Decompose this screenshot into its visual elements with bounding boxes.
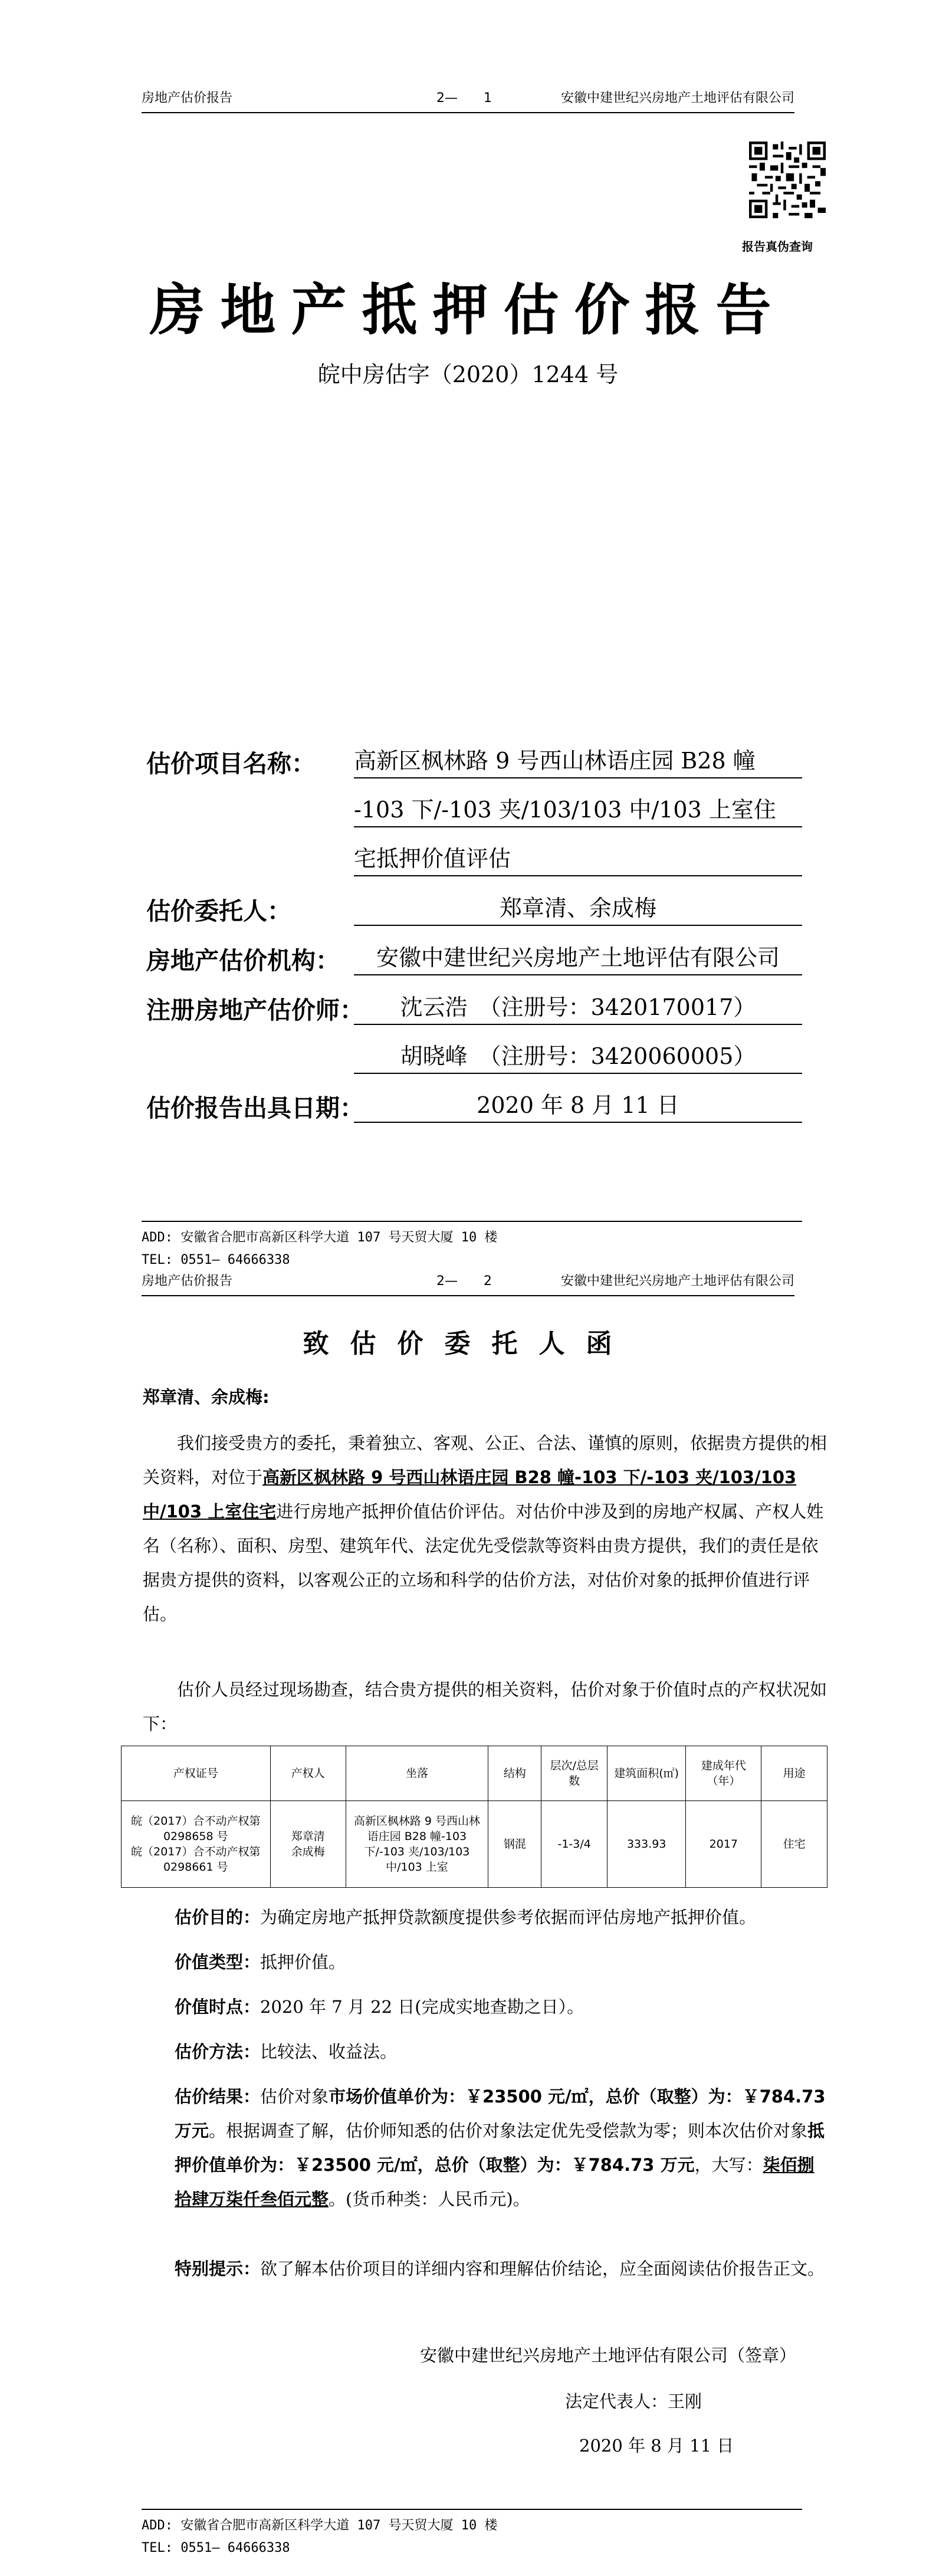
- client-label: 估价委托人：: [146, 897, 291, 925]
- cell-built-year: 2017: [686, 1801, 761, 1888]
- agency-label: 房地产估价机构：: [146, 947, 340, 975]
- col-location: 坐落: [346, 1746, 488, 1801]
- col-built-year: 建成年代（年）: [686, 1746, 761, 1801]
- appraiser-1: 沈云浩 （注册号：3420170017）: [354, 991, 802, 1025]
- project-name-line-1: 高新区枫林路 9 号西山林语庄园 B28 幢: [354, 744, 802, 778]
- qr-code-icon[interactable]: [749, 142, 826, 218]
- project-name-line-2: -103 下/-103 夹/103/103 中/103 上室住: [354, 793, 802, 827]
- header-left: 房地产估价报告: [142, 1274, 233, 1289]
- report-date-label: 估价报告出具日期：: [146, 1094, 364, 1122]
- signature-date: 2020 年 8 月 11 日: [579, 2436, 734, 2456]
- amount-in-words: 柒佰捌拾肆万柒仟叁佰元整: [175, 2155, 815, 2209]
- letter-paragraph-2: 估价人员经过现场勘查，结合贵方提供的相关资料，估价对象于价值时点的产权状况如下：: [143, 1680, 827, 1734]
- method-line: 估价方法：比较法、收益法。: [175, 2042, 398, 2062]
- result-paragraph: 估价结果：估价对象市场价值单价为：￥23500 元/㎡，总价（取整）为：￥784.73 万元。根据调查了解，估价师知悉的估价对象法定优先受偿款为零；则本次估价对象抵押价值单价为：￥23500 元/㎡，总价（取整）为：￥784.73 万元，大写：柒佰捌拾肆万柒仟叁佰元整。(货币种类：人民币元)。: [175, 2087, 826, 2209]
- header-page-number: 2— 1: [436, 91, 492, 106]
- footer-tel: TEL: 0551— 64666338: [142, 1253, 290, 1267]
- property-rights-table: [121, 1746, 827, 1888]
- value-type-line: 价值类型：抵押价值。: [175, 1952, 346, 1972]
- footer-address: ADD: 安徽省合肥市高新区科学大道 107 号天贸大厦 10 楼: [142, 2518, 498, 2533]
- header-left: 房地产估价报告: [142, 91, 233, 106]
- purpose-line: 估价目的：为确定房地产抵押贷款额度提供参考依据而评估房地产抵押价值。: [175, 1907, 757, 1927]
- agency-name: 安徽中建世纪兴房地产土地评估有限公司: [354, 941, 802, 975]
- appraiser-label: 注册房地产估价师：: [146, 996, 364, 1024]
- project-name-line-3: 宅抵押价值评估: [354, 842, 802, 876]
- col-usage: 用途: [761, 1746, 827, 1801]
- market-value: 市场价值单价为：￥23500 元/㎡，总价（取整）为：￥784.73 万元: [175, 2087, 826, 2141]
- footer-divider: [142, 2509, 802, 2510]
- page-header: [142, 88, 794, 113]
- cell-location: 高新区枫林路 9 号西山林语庄园 B28 幢-103 下/-103 夹/103/103 中/103 上室: [346, 1801, 488, 1888]
- cell-cert-no: 皖（2017）合不动产权第 0298658 号 皖（2017）合不动产权第 0298661 号: [121, 1801, 271, 1888]
- header-page-number: 2— 2: [436, 1274, 492, 1289]
- property-address: 高新区枫林路 9 号西山林语庄园 B28 幢-103 下/-103 夹/103/103 中/103 上室住宅: [143, 1467, 797, 1522]
- cell-floor: -1-3/4: [541, 1801, 607, 1888]
- appraiser-2: 胡晓峰 （注册号：3420060005）: [354, 1040, 802, 1074]
- cell-usage: 住宅: [761, 1801, 827, 1888]
- table-header-row: [121, 1746, 827, 1801]
- report-title: 房地产抵押估价报告: [149, 278, 787, 343]
- client-name: 郑章清、余成梅: [354, 892, 802, 926]
- footer-tel: TEL: 0551— 64666338: [142, 2541, 290, 2555]
- cell-area: 333.93: [607, 1801, 686, 1888]
- footer-address: ADD: 安徽省合肥市高新区科学大道 107 号天贸大厦 10 楼: [142, 1230, 498, 1245]
- col-floor: 层次/总层数: [541, 1746, 607, 1801]
- report-date: 2020 年 8 月 11 日: [354, 1089, 802, 1123]
- col-area: 建筑面积(㎡): [607, 1746, 686, 1801]
- signature-company: 安徽中建世纪兴房地产土地评估有限公司（签章）: [420, 2345, 797, 2365]
- header-company: 安徽中建世纪兴房地产土地评估有限公司: [560, 1274, 794, 1289]
- col-owner: 产权人: [270, 1746, 346, 1801]
- footer: [142, 2515, 497, 2559]
- notice-paragraph: 特别提示：欲了解本估价项目的详细内容和理解估价结论，应全面阅读估价报告正文。: [175, 2259, 825, 2279]
- project-name-label: 估价项目名称：: [146, 750, 316, 778]
- value-time-line: 价值时点：2020 年 7 月 22 日(完成实地查勘之日）。: [175, 1997, 584, 2017]
- cell-structure: 钢混: [488, 1801, 541, 1888]
- footer-divider: [142, 1221, 802, 1222]
- qr-caption: 报告真伪查询: [742, 239, 813, 254]
- table-row: [121, 1801, 827, 1888]
- letter-title: 致估价委托人函: [303, 1329, 633, 1359]
- col-cert-no: 产权证号: [121, 1746, 271, 1801]
- report-number: 皖中房估字（2020）1244 号: [317, 362, 619, 387]
- salutation: 郑章清、余成梅:: [143, 1387, 270, 1407]
- footer: [142, 1227, 497, 1271]
- header-company: 安徽中建世纪兴房地产土地评估有限公司: [560, 91, 794, 106]
- signature-representative: 法定代表人：王刚: [565, 2391, 702, 2411]
- cell-owner: 郑章清 余成梅: [270, 1801, 346, 1888]
- page-header: [142, 1271, 794, 1296]
- mortgage-value: 抵押价值单价为：￥23500 元/㎡，总价（取整）为：￥784.73 万元: [175, 2121, 825, 2175]
- col-structure: 结构: [488, 1746, 541, 1801]
- letter-paragraph-1: 我们接受贵方的委托，秉着独立、客观、公正、合法、谨慎的原则，依据贵方提供的相关资料，对位于高新区枫林路 9 号西山林语庄园 B28 幢-103 下/-103 夹/103/103 中/103 上室住宅进行房地产抵押价值估价评估。对估价中涉及到的房地产权属、产权人姓名（名称）、面积、房型、建筑年代、法定优先受偿款等资料由贵方提供，我们的责任是依据贵方提供的资料，以客观公正的立场和科学的估价方法，对估价对象的抵押价值进行评估。: [143, 1433, 827, 1624]
